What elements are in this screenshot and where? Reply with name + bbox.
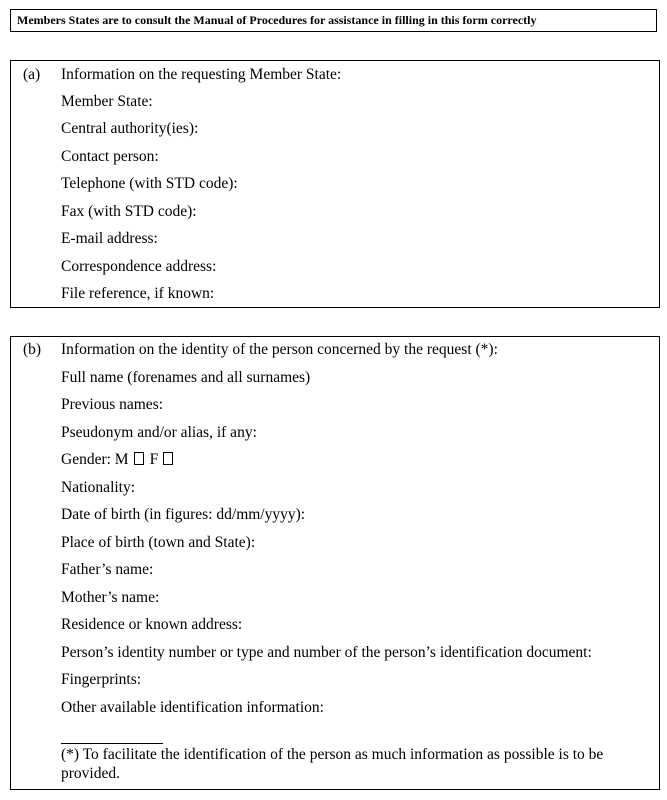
gender-label: Gender: [61, 451, 111, 468]
gender-male-checkbox[interactable] [134, 452, 144, 465]
fingerprints-field: Fingerprints: [61, 671, 142, 688]
central-authority-field: Central authority(ies): [61, 120, 199, 137]
nationality-field: Nationality: [61, 479, 136, 496]
other-identification-field: Other available identification information: [61, 699, 324, 716]
form-instructions-notice: Members States are to consult the Manual of Procedures for assistance in filling in this form correctly [10, 9, 657, 32]
correspondence-address-field: Correspondence address: [61, 258, 217, 275]
section-b-box [10, 336, 660, 790]
identity-number-field: Person’s identity number or type and number of the person’s identification document: [61, 644, 592, 661]
date-of-birth-field: Date of birth (in figures: dd/mm/yyyy): [61, 506, 306, 523]
pseudonym-field: Pseudonym and/or alias, if any: [61, 424, 257, 441]
section-a-heading: Information on the requesting Member State: [61, 66, 342, 83]
fax-field: Fax (with STD code): [61, 203, 197, 220]
mothers-name-field: Mother’s name: [61, 589, 160, 606]
section-a-marker: (a) [23, 66, 41, 83]
fathers-name-field: Father’s name: [61, 561, 154, 578]
email-field: E-mail address: [61, 230, 158, 247]
member-state-field: Member State: [61, 93, 153, 110]
full-name-field: Full name (forenames and all surnames) [61, 369, 311, 386]
gender-female-checkbox[interactable] [163, 452, 173, 465]
residence-field: Residence or known address: [61, 616, 243, 633]
gender-male-label: M [114, 451, 129, 468]
contact-person-field: Contact person: [61, 148, 159, 165]
footnote-separator [61, 743, 163, 744]
section-a-box [10, 60, 660, 308]
telephone-field: Telephone (with STD code): [61, 175, 238, 192]
section-b-heading: Information on the identity of the person concerned by the request (*): [61, 341, 498, 358]
file-reference-field: File reference, if known: [61, 285, 215, 302]
footnote: (*) To facilitate the identification of the person as much information as possible is to be provided. [61, 746, 604, 782]
section-b-marker: (b) [23, 341, 42, 358]
gender-field [61, 450, 179, 470]
previous-names-field: Previous names: [61, 396, 164, 413]
gender-female-label: F [149, 451, 159, 468]
place-of-birth-field: Place of birth (town and State): [61, 534, 256, 551]
